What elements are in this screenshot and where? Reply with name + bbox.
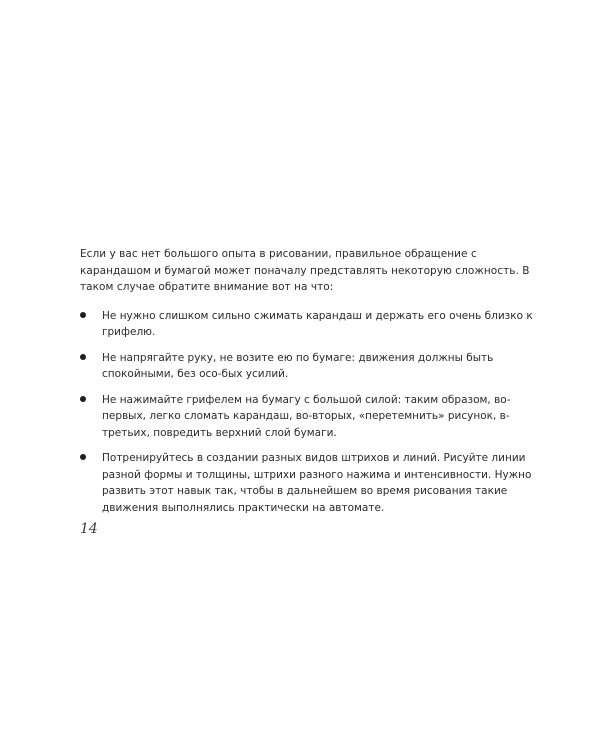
bullet-text: Не напрягайте руку, не возите ею по бумаге: движения должны быть спокойными, без осо-бых усилий. [102, 351, 494, 380]
text-block [80, 246, 540, 516]
bullet-text: Не нажимайте грифелем на бумагу с большой силой: таким образом, во-первых, легко сломать карандаш, во-вторых, «перетемнить» рисунок, в-третьих, повредить верхний слой бумаги. [102, 393, 511, 439]
bullet-dot-icon [80, 312, 86, 318]
bullet-dot-icon [80, 396, 86, 402]
bullet-item [80, 450, 540, 516]
bullet-text: Потренируйтесь в создании разных видов штрихов и линий. Рисуйте линии разной формы и толщины, штрихи разного нажима и интенсивности. Нужно развить этот навык так, чтобы в дальнейшем во время рисования такие движения выполнялись практически на автомате. [102, 452, 532, 514]
bullet-item [80, 308, 540, 341]
bullet-text: Не нужно слишком сильно сжимать карандаш и держать его очень близко к грифелю. [102, 309, 533, 338]
page-number: 14 [80, 521, 98, 537]
bullet-list [80, 308, 540, 517]
bullet-item [80, 392, 540, 442]
intro-paragraph: Если у вас нет большого опыта в рисовании, правильное обращение с карандашом и бумагой может поначалу представлять некоторую сложность. В таком случае обратите внимание вот на что: [80, 248, 530, 293]
bullet-item [80, 350, 540, 383]
bullet-dot-icon [80, 454, 86, 460]
bullet-dot-icon [80, 354, 86, 360]
